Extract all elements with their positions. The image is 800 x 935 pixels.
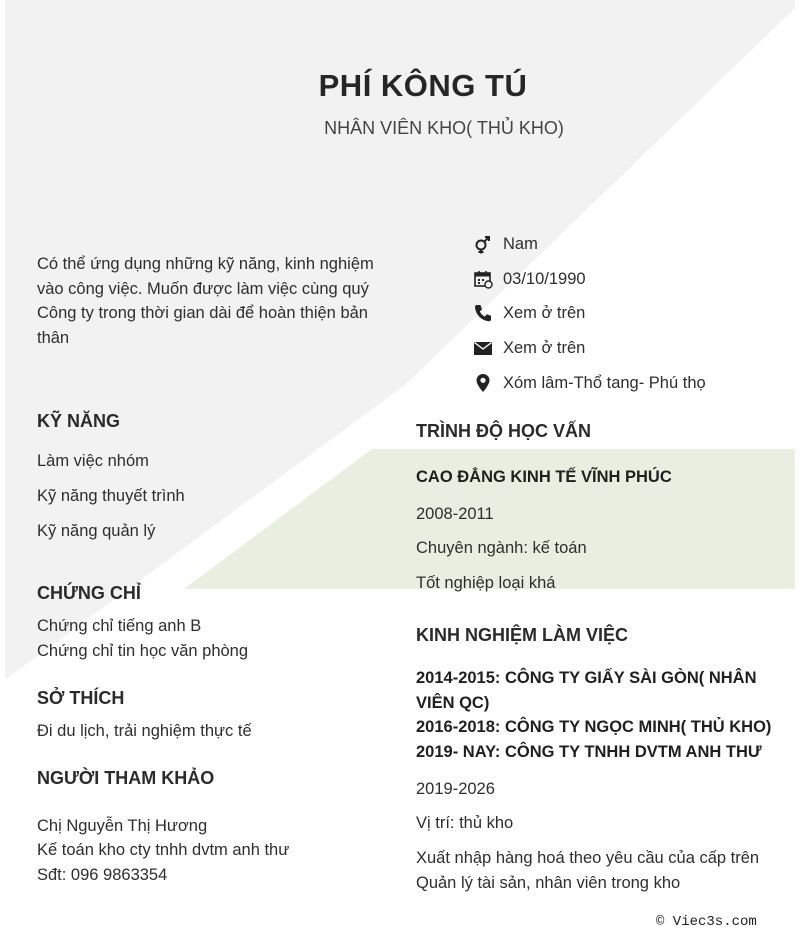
skill-item: Kỹ năng quản lý [37, 522, 156, 540]
phone-value: Xem ở trên [503, 303, 586, 322]
gender-icon [473, 234, 493, 254]
reference-line: Chị Nguyễn Thị Hương [37, 817, 208, 835]
address-value: Xóm lâm-Thổ tang- Phú thọ [503, 373, 706, 392]
education-school: CAO ĐẲNG KINH TẾ VĨNH PHÚC [416, 468, 672, 486]
experience-role: Vị trí: thủ kho [416, 814, 514, 832]
education-period: 2008-2011 [416, 505, 494, 523]
contact-address [473, 371, 706, 395]
footer-credit: © Viec3s.com [656, 914, 757, 930]
experience-duty: Quản lý tài sản, nhân viên trong kho [416, 874, 681, 892]
calendar-icon [473, 269, 493, 289]
hobby-item: Đi du lịch, trải nghiệm thực tế [37, 722, 252, 740]
contact-gender [473, 232, 538, 256]
hobbies-title: SỞ THÍCH [37, 688, 125, 708]
skill-item: Làm việc nhóm [37, 452, 149, 470]
phone-icon [473, 303, 493, 323]
experience-company: 2016-2018: CÔNG TY NGỌC MINH( THỦ KHO) [416, 718, 772, 736]
birthday-value: 03/10/1990 [503, 269, 586, 288]
candidate-name: PHÍ KÔNG TÚ [318, 68, 528, 103]
experience-period: 2019-2026 [416, 780, 495, 798]
contact-phone [473, 301, 585, 325]
career-objective: Có thể ứng dụng những kỹ năng, kinh nghiệm vào công việc. Muốn được làm việc cùng quý Công ty trong thời gian dài để hoàn thiện bản thân [37, 255, 374, 347]
education-major: Chuyên ngành: kế toán [416, 539, 587, 557]
experience-company: 2019- NAY: CÔNG TY TNHH DVTM ANH THƯ [416, 743, 762, 761]
gender-value: Nam [503, 234, 538, 253]
location-pin-icon [473, 373, 493, 393]
skills-title: KỸ NĂNG [37, 411, 121, 431]
experience-duty: Xuất nhập hàng hoá theo yêu cầu của cấp trên [416, 849, 760, 867]
email-value: Xem ở trên [503, 338, 586, 357]
reference-line: Kế toán kho cty tnhh dvtm anh thư [37, 841, 290, 859]
experience-title: KINH NGHIỆM LÀM VIỆC [416, 625, 629, 645]
education-title: TRÌNH ĐỘ HỌC VẤN [416, 421, 591, 441]
experience-company: VIÊN QC) [416, 694, 490, 712]
skill-item: Kỹ năng thuyết trình [37, 487, 185, 505]
contact-birthday [473, 267, 586, 291]
contact-email [473, 336, 585, 360]
references-title: NGƯỜI THAM KHẢO [37, 768, 215, 788]
education-grade: Tốt nghiệp loại khá [416, 574, 556, 592]
certificates-title: CHỨNG CHỈ [37, 583, 141, 603]
envelope-icon [473, 338, 493, 358]
certificate-item: Chứng chỉ tin học văn phòng [37, 642, 249, 660]
experience-company: 2014-2015: CÔNG TY GIẤY SÀI GÒN( NHÂN [416, 669, 757, 687]
certificate-item: Chứng chỉ tiếng anh B [37, 617, 202, 635]
candidate-position: NHÂN VIÊN KHO( THỦ KHO) [324, 118, 564, 138]
reference-line: Sđt: 096 9863354 [37, 866, 168, 884]
